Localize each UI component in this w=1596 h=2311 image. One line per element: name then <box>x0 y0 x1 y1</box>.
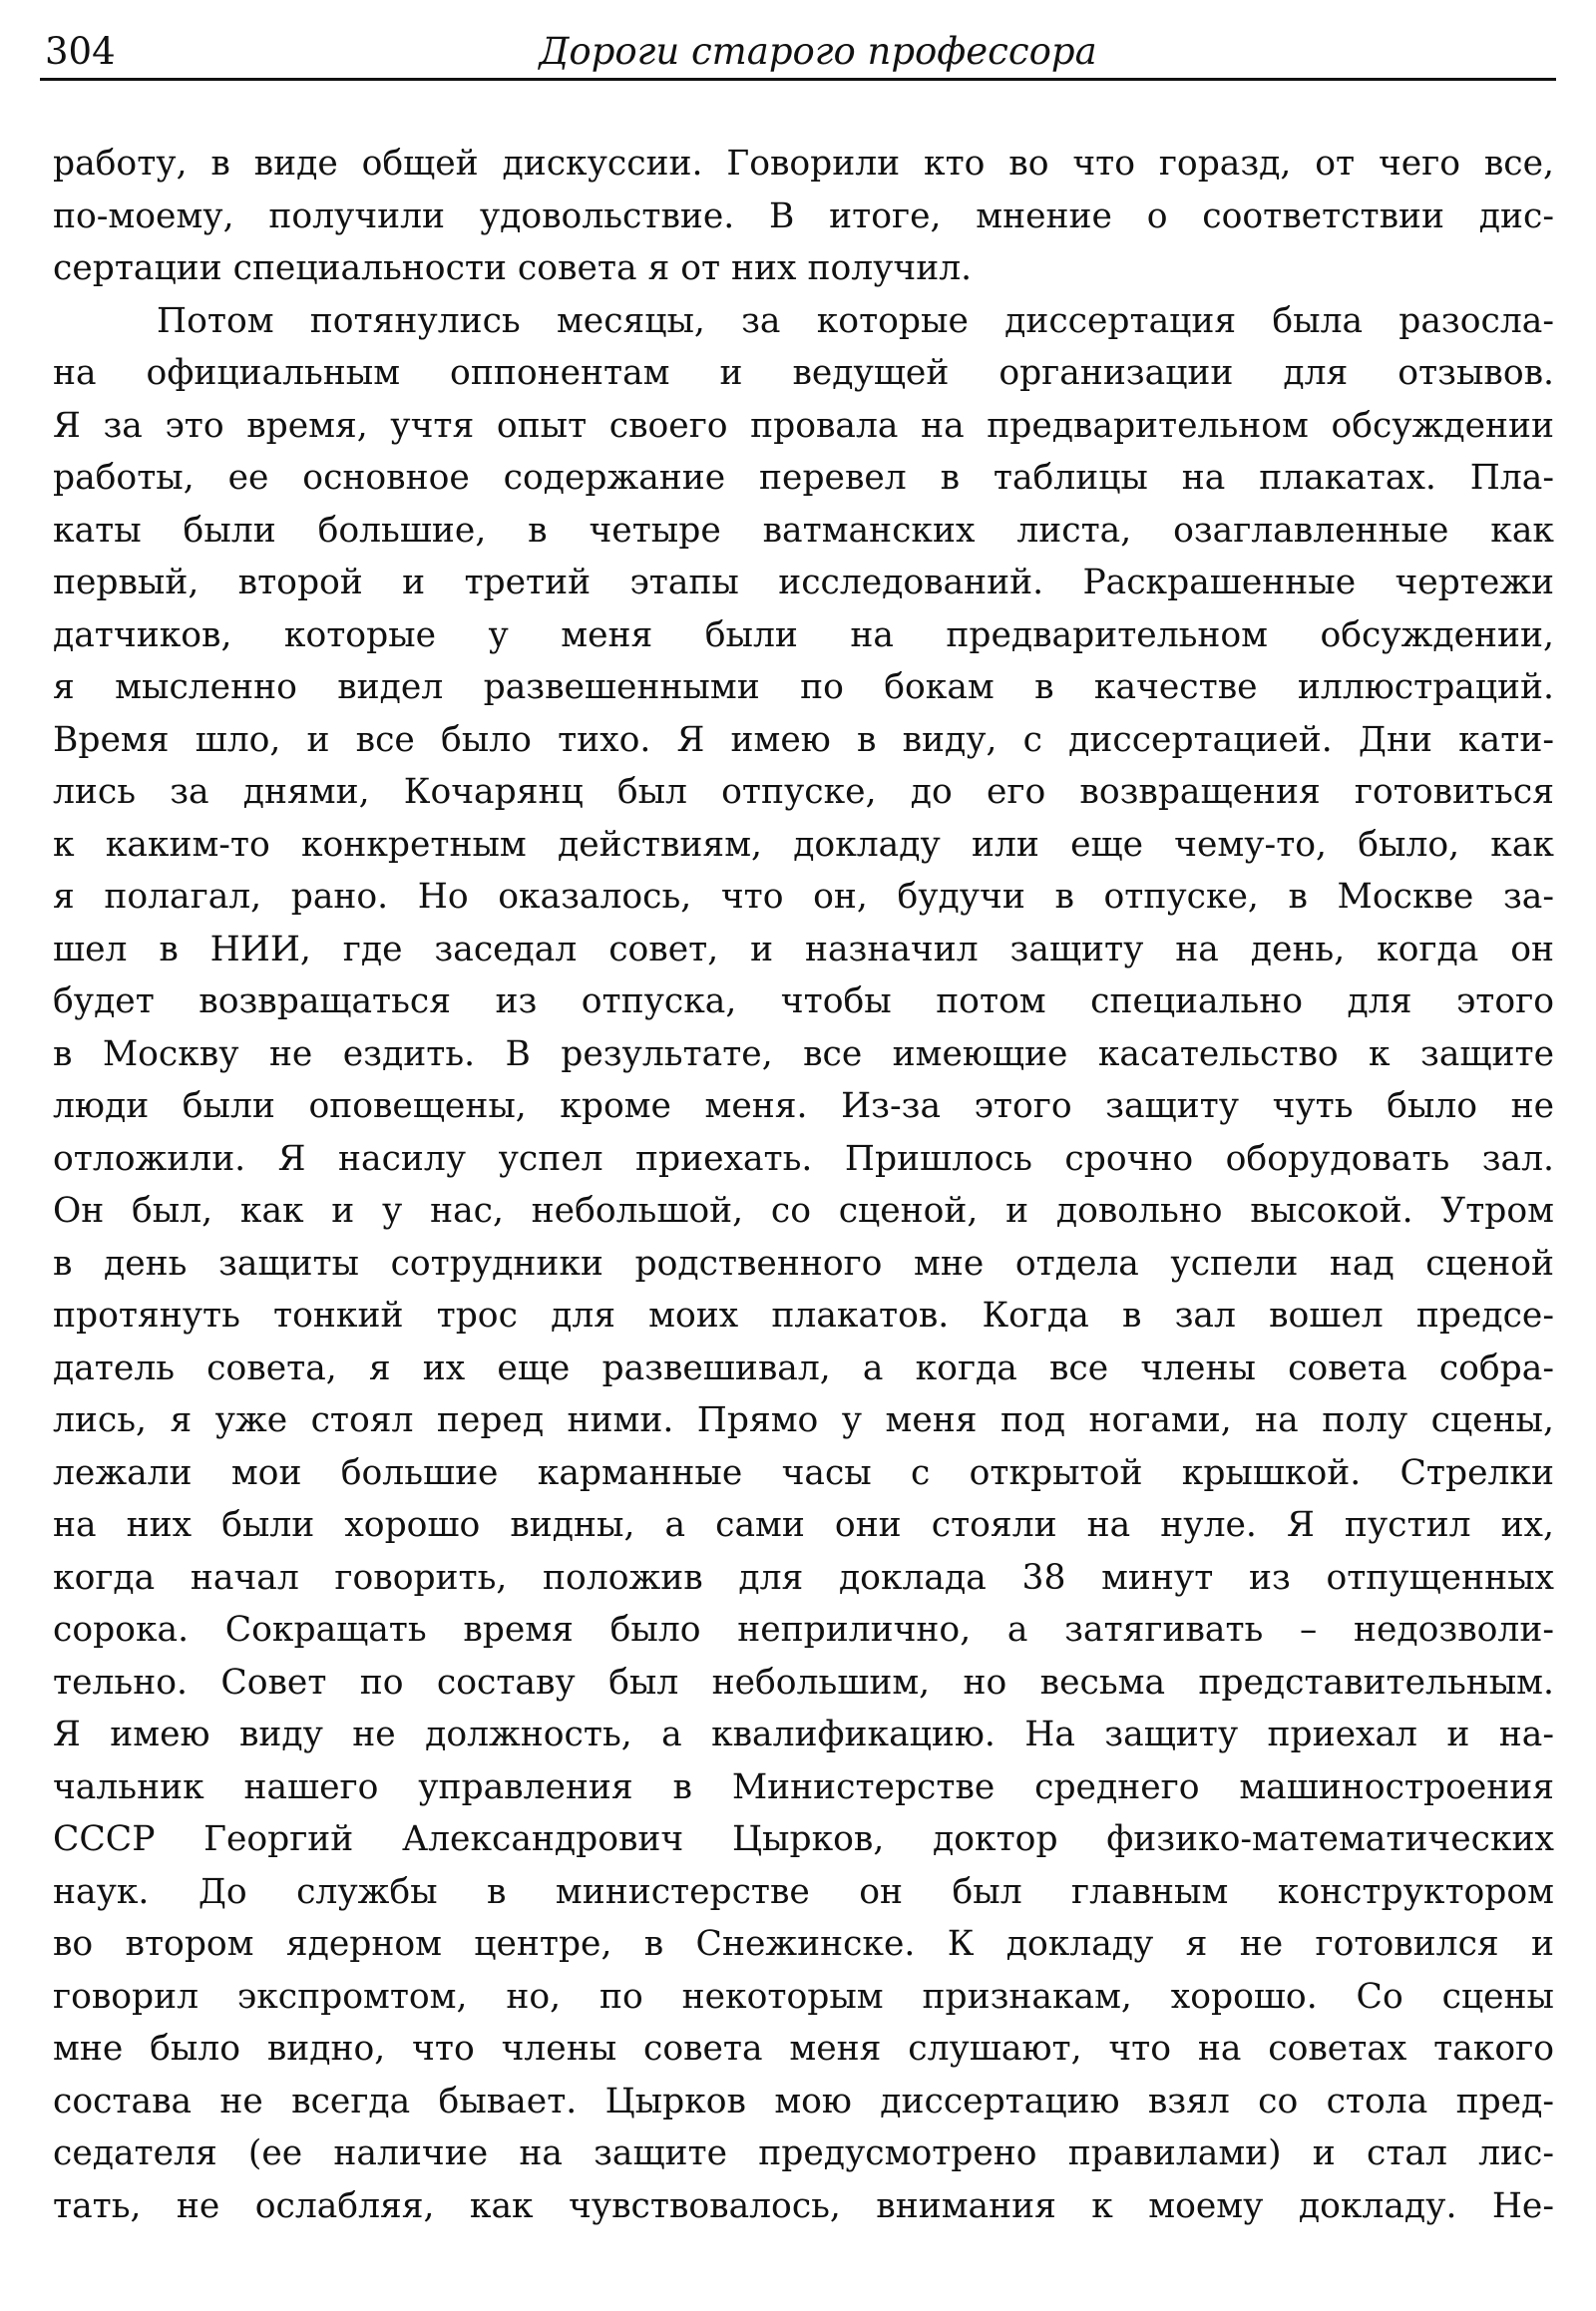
book-title: Дороги старого профессора <box>539 30 1097 73</box>
body-text <box>53 138 1554 2232</box>
text-line: СССР Георгий Александрович Цырков, доктор физико-математических <box>53 1819 1554 1859</box>
text-line: датель совета, я их еще развешивал, а когда все члены совета собра- <box>53 1348 1554 1388</box>
text-line: Я за это время, учтя опыт своего провала на предварительном обсуждении <box>53 405 1554 446</box>
text-line: седателя (ее наличие на защите предусмотрено правилами) и стал лис- <box>53 2133 1554 2173</box>
text-line: Он был, как и у нас, небольшой, со сценой, и довольно высокой. Утром <box>53 1191 1554 1231</box>
text-line: лись, я уже стоял перед ними. Прямо у меня под ногами, на полу сцены, <box>53 1400 1554 1440</box>
text-line: лежали мои большие карманные часы с открытой крышкой. Стрелки <box>53 1452 1554 1493</box>
text-line: Время шло, и все было тихо. Я имею в виду, с диссертацией. Дни кати- <box>53 719 1554 760</box>
text-line: я мысленно видел развешенными по бокам в качестве иллюстраций. <box>53 667 1554 707</box>
text-line: мне было видно, что члены совета меня слушают, что на советах такого <box>53 2029 1554 2069</box>
text-line: тельно. Совет по составу был небольшим, но весьма представительным. <box>53 1662 1554 1703</box>
text-line: к каким-то конкретным действиям, докладу или еще чему-то, было, как <box>53 824 1554 865</box>
text-line: тать, не ослабляя, как чувствовалось, внимания к моему докладу. Не- <box>53 2185 1554 2226</box>
header-rule <box>40 78 1556 81</box>
text-line: сертации специальности совета я от них получил. <box>53 248 973 288</box>
text-line: шел в НИИ, где заседал совет, и назначил защиту на день, когда он <box>53 929 1554 969</box>
text-line: Я имею виду не должность, а квалификацию. На защиту приехал и на- <box>53 1715 1554 1754</box>
text-line: когда начал говорить, положив для доклада 38 минут из отпущенных <box>53 1557 1554 1598</box>
text-line: датчиков, которые у меня были на предварительном обсуждении, <box>53 614 1554 655</box>
text-line: в Москву не ездить. В результате, все имеющие касательство к защите <box>53 1033 1554 1074</box>
page-number: 304 <box>45 30 116 73</box>
text-line: отложили. Я насилу успел приехать. Пришлось срочно оборудовать зал. <box>53 1138 1554 1179</box>
text-line: говорил экспромтом, но, по некоторым признакам, хорошо. Со сцены <box>53 1976 1554 2017</box>
text-line: на официальным оппонентам и ведущей организации для отзывов. <box>53 353 1554 393</box>
text-line: будет возвращаться из отпуска, чтобы потом специально для этого <box>53 981 1554 1021</box>
text-line: по-моему, получили удовольствие. В итоге, мнение о соответствии дис- <box>53 195 1554 236</box>
text-line: люди были оповещены, кроме меня. Из-за этого защиту чуть было не <box>53 1086 1554 1126</box>
text-line: первый, второй и третий этапы исследований. Раскрашенные чертежи <box>53 563 1554 602</box>
text-line: я полагал, рано. Но оказалось, что он, будучи в отпуске, в Москве за- <box>53 877 1554 917</box>
text-line: работу, в виде общей дискуссии. Говорили кто во что горазд, от чего все, <box>53 144 1554 184</box>
text-line: во втором ядерном центре, в Снежинске. К докладу я не готовился и <box>53 1924 1554 1964</box>
text-line: состава не всегда бывает. Цырков мою диссертацию взял со стола пред- <box>53 2081 1554 2121</box>
text-line: в день защиты сотрудники родственного мне отдела успели над сценой <box>53 1243 1554 1284</box>
text-line: лись за днями, Кочарянц был отпуске, до его возвращения готовиться <box>53 772 1554 812</box>
text-line: каты были большие, в четыре ватманских листа, озаглавленные как <box>53 510 1554 551</box>
text-line: сорока. Сокращать время было неприлично, а затягивать – недозволи- <box>53 1610 1554 1650</box>
text-line: Потом потянулись месяцы, за которые диссертация была разосла- <box>157 300 1554 341</box>
text-line: на них были хорошо видны, а сами они стояли на нуле. Я пустил их, <box>53 1505 1554 1545</box>
text-line: чальник нашего управления в Министерстве среднего машиностроения <box>53 1766 1554 1807</box>
text-line: работы, ее основное содержание перевел в таблицы на плакатах. Пла- <box>53 458 1554 498</box>
text-line: протянуть тонкий трос для моих плакатов. Когда в зал вошел предсе- <box>53 1296 1554 1336</box>
text-line: наук. До службы в министерстве он был главным конструктором <box>53 1871 1554 1912</box>
